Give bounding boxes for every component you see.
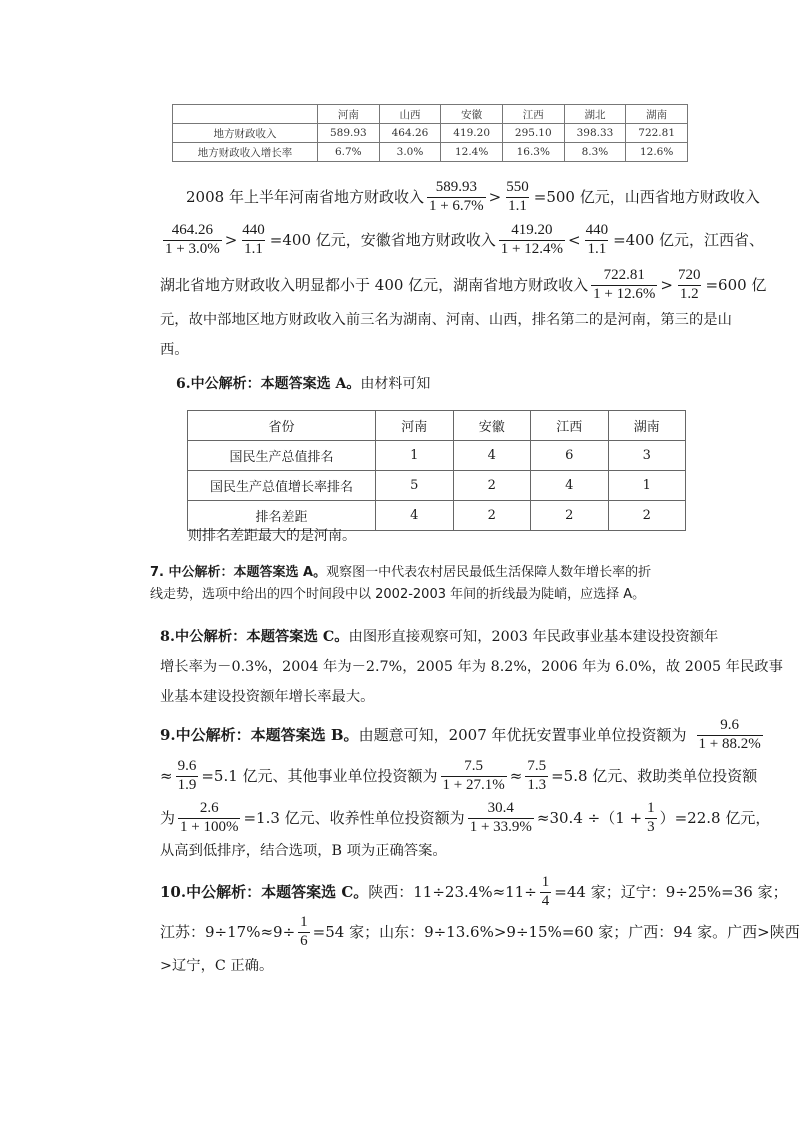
denominator: 1 + 3.0% <box>165 240 220 257</box>
fraction <box>163 223 222 258</box>
table-cell: 国民生产总值增长率排名 <box>188 471 376 501</box>
numerator: 722.81 <box>603 267 645 283</box>
table-cell: 8.3% <box>564 143 626 162</box>
fraction <box>540 875 552 910</box>
table-header-cell: 山西 <box>379 105 441 124</box>
numerator: 7.5 <box>527 758 547 774</box>
fraction <box>676 268 703 303</box>
table-cell: 16.3% <box>502 143 564 162</box>
text-span: =54 家；山东：9÷13.6%>9÷15%=60 家；广西：94 家。广西>陕西 <box>312 922 800 941</box>
denominator: 1 + 33.9% <box>469 818 532 835</box>
table-header-cell: 河南 <box>318 105 380 124</box>
table-row <box>188 441 686 471</box>
table-cell: 地方财政收入增长率 <box>173 143 318 162</box>
denominator: 1 + 88.2% <box>698 735 761 752</box>
denominator: 1.1 <box>508 197 527 214</box>
numerator: 440 <box>585 222 609 238</box>
table-header-cell: 省份 <box>188 411 376 441</box>
table-cell: 1 <box>376 441 454 471</box>
table-cell: 398.33 <box>564 124 626 143</box>
table-cell: 国民生产总值排名 <box>188 441 376 471</box>
table-header-cell: 江西 <box>531 411 609 441</box>
text-span: 由题意可知，2007 年优抚安置事业单位投资额为 <box>358 725 687 744</box>
q9-line-1 <box>160 718 766 753</box>
fraction <box>468 801 534 836</box>
table-header-row <box>188 411 686 441</box>
table-cell: 4 <box>376 501 454 531</box>
q5-line-5: 西。 <box>160 342 189 358</box>
fraction <box>525 759 548 794</box>
denominator: 1 + 6.7% <box>428 197 484 214</box>
table-cell: 589.93 <box>318 124 380 143</box>
q5-line-2 <box>160 223 764 258</box>
denominator: 1 + 27.1% <box>442 776 505 793</box>
table-cell: 4 <box>453 441 531 471</box>
table-header-cell <box>173 105 318 124</box>
text-span: 为 <box>160 808 176 827</box>
table-cell: 1 <box>608 471 686 501</box>
q6-heading-text: 由材料可知 <box>360 376 431 392</box>
text-span: =400 亿元，江西省、 <box>613 230 765 249</box>
table-cell: 6.7% <box>318 143 380 162</box>
denominator: 1 + 12.6% <box>593 285 656 302</box>
text-span: =500 亿元，山西省地方财政收入 <box>533 187 760 206</box>
table-cell: 295.10 <box>502 124 564 143</box>
text-span: ≈30.4 ÷（1 + <box>536 808 643 827</box>
numerator: 9.6 <box>720 717 739 733</box>
q10-line-1 <box>160 875 788 910</box>
operator: < <box>567 230 581 249</box>
q8-text: 由图形直接观察可知，2003 年民政事业基本建设投资额年 <box>348 629 719 645</box>
table-header-cell: 安徽 <box>441 105 503 124</box>
fraction <box>298 915 310 950</box>
numerator: 30.4 <box>487 800 514 816</box>
numerator: 464.26 <box>171 222 213 238</box>
denominator: 1 + 12.4% <box>500 240 563 257</box>
table-header-cell: 江西 <box>502 105 564 124</box>
text-span: =400 亿元，安徽省地方财政收入 <box>269 230 496 249</box>
q10-line-3: >辽宁，C 正确。 <box>160 958 274 974</box>
fraction <box>441 759 507 794</box>
fraction <box>176 759 199 794</box>
table-cell: 2 <box>453 501 531 531</box>
table-header-cell: 安徽 <box>453 411 531 441</box>
numerator: 7.5 <box>464 758 484 774</box>
denominator: 1.2 <box>679 285 699 302</box>
table-row <box>173 124 688 143</box>
denominator: 1.1 <box>244 240 263 257</box>
denominator: 1 + 100% <box>180 818 239 835</box>
numerator: 1 <box>300 914 308 930</box>
q6-heading <box>176 373 430 393</box>
text-span: =44 家；辽宁：9÷25%=36 家； <box>554 882 788 901</box>
q8-line-2: 增长率为－0.3%，2004 年为－2.7%，2005 年为 8.2%，2006 年为 6.0%，故 2005 年民政事 <box>160 659 783 675</box>
numerator: 9.6 <box>177 758 197 774</box>
denominator: 6 <box>300 932 308 949</box>
table-header-cell: 湖北 <box>564 105 626 124</box>
numerator: 1 <box>647 800 655 816</box>
q5-line-1 <box>186 180 760 215</box>
table-row <box>173 143 688 162</box>
q9-line-4: 从高到低排序，结合选项，B 项为正确答案。 <box>160 843 447 859</box>
table-cell: 464.26 <box>379 124 441 143</box>
numerator: 440 <box>242 222 265 238</box>
fraction <box>499 223 565 258</box>
table-row <box>188 471 686 501</box>
table-cell: 2 <box>608 501 686 531</box>
table-cell: 3.0% <box>379 143 441 162</box>
fraction <box>697 718 763 753</box>
operator: > <box>488 187 502 206</box>
text-span: ≈ <box>160 766 173 785</box>
fraction <box>584 223 611 258</box>
table-header-cell: 河南 <box>376 411 454 441</box>
q5-line-4: 元，故中部地区地方财政收入前三名为湖南、河南、山西，排名第二的是河南，第三的是山 <box>160 312 732 328</box>
text-span: =1.3 亿元、收养性单位投资额为 <box>243 808 465 827</box>
table-cell: 地方财政收入 <box>173 124 318 143</box>
q9-line-2 <box>160 759 757 794</box>
q6-heading-bold: 6.中公解析：本题答案选 A。 <box>176 376 361 392</box>
text-span: 湖北省地方财政收入明显都小于 400 亿元，湖南省地方财政收入 <box>160 275 589 294</box>
denominator: 4 <box>541 892 550 909</box>
table-cell: 排名差距 <box>188 501 376 531</box>
table-cell: 5 <box>376 471 454 501</box>
operator: > <box>224 230 238 249</box>
text-span: 江苏：9÷17%≈9÷ <box>160 922 296 941</box>
table-cell: 419.20 <box>441 124 503 143</box>
fraction <box>427 180 486 215</box>
table-cell: 2 <box>453 471 531 501</box>
denominator: 3 <box>647 818 655 835</box>
text-span: 陕西：11÷23.4%≈11÷ <box>368 882 537 901</box>
text-span: ）=22.8 亿元， <box>659 808 771 827</box>
text-span: =5.8 亿元、救助类单位投资额 <box>551 766 758 785</box>
fraction <box>240 223 267 258</box>
fraction <box>645 801 657 836</box>
numerator: 419.20 <box>511 222 553 238</box>
numerator: 1 <box>541 874 550 890</box>
q8-line-3: 业基本建设投资额年增长率最大。 <box>160 689 375 705</box>
denominator: 1.9 <box>177 776 197 793</box>
table-cell: 12.4% <box>441 143 503 162</box>
fiscal-revenue-table <box>172 104 688 162</box>
q6-conclusion: 则排名差距最大的是河南。 <box>188 528 356 544</box>
table-cell: 2 <box>531 501 609 531</box>
fraction <box>504 180 531 215</box>
q7-line-1 <box>150 561 651 580</box>
text-span: 2008 年上半年河南省地方财政收入 <box>186 187 424 206</box>
table-header-row <box>173 105 688 124</box>
ranking-table <box>187 410 686 531</box>
q10-heading-bold: 10.中公解析：本题答案选 C。 <box>160 882 369 901</box>
table-cell: 722.81 <box>626 124 688 143</box>
text-span: =5.1 亿元、其他事业单位投资额为 <box>201 766 438 785</box>
q7-line-2: 线走势，选项中给出的四个时间段中以 2002-2003 年间的折线最为陡峭，应选择 A。 <box>150 587 646 602</box>
q10-line-2 <box>160 915 800 950</box>
text-span: ≈ <box>509 766 523 785</box>
numerator: 550 <box>506 179 529 195</box>
numerator: 589.93 <box>435 179 477 195</box>
fraction <box>178 801 240 836</box>
q8-heading-bold: 8.中公解析：本题答案选 C。 <box>160 629 349 645</box>
table-header-cell: 湖南 <box>608 411 686 441</box>
q7-text: 观察图一中代表农村居民最低生活保障人数年增长率的折 <box>326 565 652 580</box>
numerator: 720 <box>677 267 701 283</box>
operator: > <box>660 275 673 294</box>
q9-heading-bold: 9.中公解析：本题答案选 B。 <box>160 725 359 744</box>
table-header-cell: 湖南 <box>626 105 688 124</box>
table-cell: 4 <box>531 471 609 501</box>
q8-line-1 <box>160 626 718 646</box>
denominator: 1.3 <box>527 776 547 793</box>
table-cell: 3 <box>608 441 686 471</box>
numerator: 2.6 <box>199 800 219 816</box>
q7-heading-bold: 7. 中公解析：本题答案选 A。 <box>150 565 327 580</box>
q9-line-3 <box>160 801 770 836</box>
table-cell: 12.6% <box>626 143 688 162</box>
table-cell: 6 <box>531 441 609 471</box>
q5-line-3 <box>160 268 766 303</box>
denominator: 1.1 <box>587 240 607 257</box>
fraction <box>591 268 657 303</box>
text-span: =600 亿 <box>705 275 767 294</box>
